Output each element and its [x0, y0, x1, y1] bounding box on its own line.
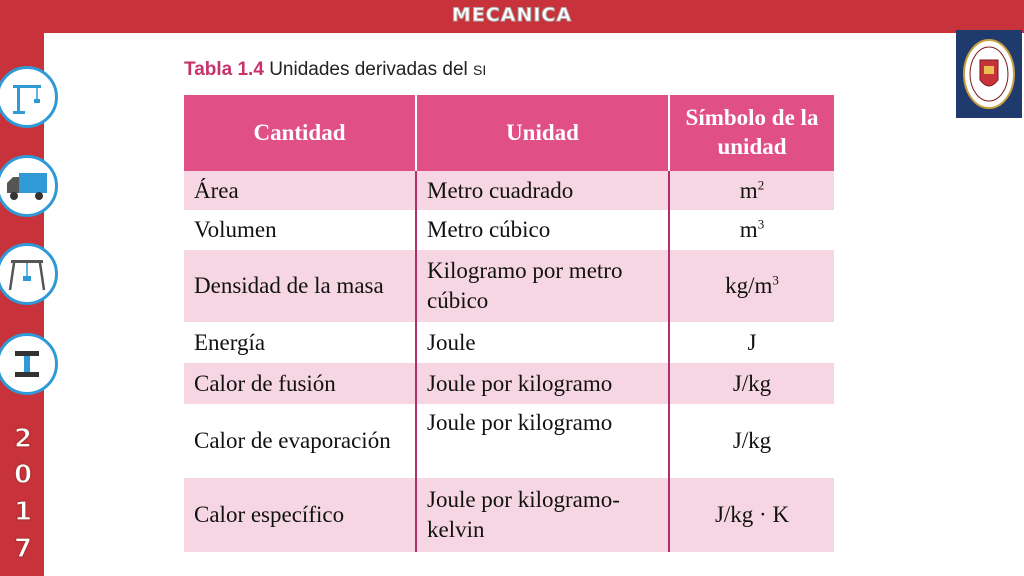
- symbol-exponent: 3: [757, 216, 765, 232]
- year-digit: 2: [13, 424, 33, 454]
- header-simbolo: Símbolo de la unidad: [669, 95, 834, 171]
- top-banner: [0, 0, 1024, 33]
- symbol-text: m: [739, 177, 758, 203]
- table-row: [184, 478, 834, 552]
- cell-unidad: Joule por kilogramo-kelvin: [416, 478, 669, 552]
- year-digit: 7: [13, 534, 33, 564]
- cell-cantidad: Calor de fusión: [184, 363, 416, 404]
- header-unidad: Unidad: [416, 95, 669, 171]
- table-row: [184, 404, 834, 478]
- table-row: [184, 250, 834, 322]
- truck-icon: [0, 155, 58, 217]
- i-beam-icon: [0, 333, 58, 395]
- cell-unidad: Metro cúbico: [416, 210, 669, 250]
- university-logo: [956, 30, 1022, 118]
- cell-cantidad: Calor de evaporación: [184, 404, 416, 478]
- symbol-text: J: [747, 329, 757, 355]
- cell-simbolo: [669, 478, 834, 552]
- cell-simbolo: [669, 210, 834, 250]
- symbol-text: m: [739, 217, 758, 243]
- header-cantidad: Cantidad: [184, 95, 416, 171]
- table-header-row: [184, 95, 834, 171]
- symbol-text: J/kg: [732, 370, 772, 396]
- gantry-crane-icon: [0, 243, 58, 305]
- symbol-text: J/kg · K: [714, 502, 790, 528]
- cell-simbolo: [669, 322, 834, 363]
- table-row: [184, 210, 834, 250]
- table-row: [184, 171, 834, 210]
- symbol-text: J/kg: [732, 428, 772, 454]
- cell-cantidad: Densidad de la masa: [184, 250, 416, 322]
- cell-simbolo: [669, 171, 834, 210]
- cell-unidad: Joule: [416, 322, 669, 363]
- derived-units-table: [184, 95, 834, 552]
- cell-simbolo: [669, 363, 834, 404]
- symbol-text: kg/m: [725, 273, 773, 299]
- caption-text: Unidades derivadas del: [269, 59, 468, 80]
- symbol-exponent: 3: [772, 272, 779, 288]
- banner-title: MECANICA: [451, 4, 573, 26]
- cell-simbolo: [669, 404, 834, 478]
- caption-si: SI: [473, 62, 487, 78]
- year-digit: 1: [13, 497, 33, 527]
- symbol-exponent: 2: [757, 176, 765, 192]
- cell-unidad: Kilogramo por metro cúbico: [416, 250, 669, 322]
- cell-unidad: Metro cuadrado: [416, 171, 669, 210]
- table-caption: [184, 59, 486, 81]
- cell-cantidad: Volumen: [184, 210, 416, 250]
- cell-simbolo: [669, 250, 834, 322]
- cell-unidad: Joule por kilogramo: [416, 363, 669, 404]
- cell-cantidad: Área: [184, 171, 416, 210]
- table-row: [184, 322, 834, 363]
- year-digit: 0: [13, 460, 33, 490]
- cell-cantidad: Calor específico: [184, 478, 416, 552]
- cell-unidad: Joule por kilogramo: [416, 404, 669, 478]
- cell-cantidad: Energía: [184, 322, 416, 363]
- crane-icon: [0, 66, 58, 128]
- table-number: Tabla 1.4: [184, 59, 264, 80]
- table-row: [184, 363, 834, 404]
